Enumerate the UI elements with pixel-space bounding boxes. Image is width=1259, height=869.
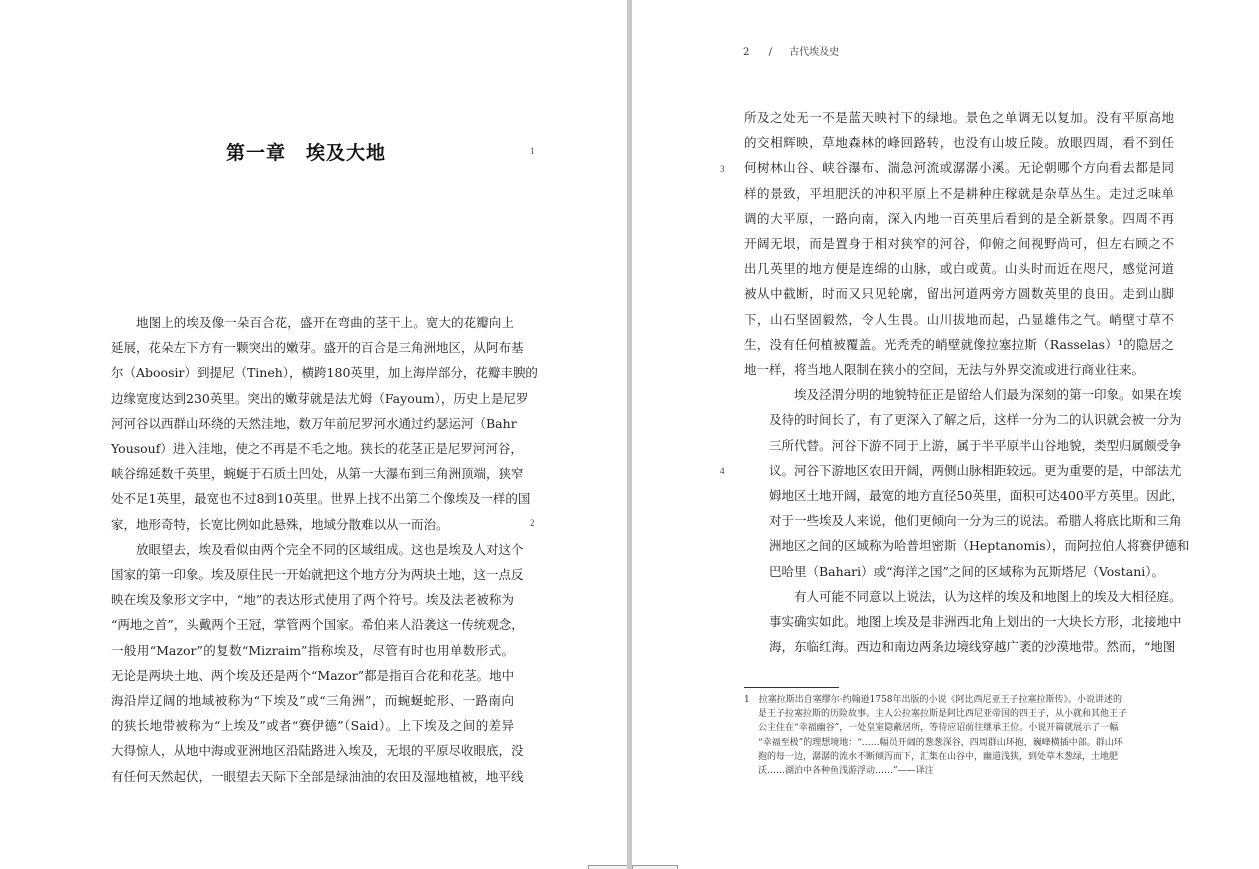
text-line: 被从中截断，时而又只见轮廓，留出河道两旁方圆数英里的良田。走到山脚 (744, 286, 1174, 302)
text-line: 地图上的埃及像一朵百合花，盛开在弯曲的茎干上。宽大的花瓣向上 (136, 315, 514, 330)
text-line: 姆地区土地开阔，最宽的地方直径50英里，面积可达400平方英里。因此， (769, 488, 1184, 504)
text-line: 无论是两块土地、两个埃及还是两个“Mazor”都是指百合花和花茎。地中 (111, 667, 515, 683)
header-page-number: 2 (743, 47, 750, 58)
body-text (86, 310, 538, 789)
body-text (744, 105, 1190, 659)
text-line: 一般用“Mazor”的复数“Mizraim”指称埃及，尽管有时也用单数形式。 (111, 642, 514, 658)
text-line: 放眼望去，埃及看似由两个完全不同的区域组成。这也是埃及人对这个 (136, 541, 524, 557)
paragraph (86, 310, 538, 537)
text-line: 洲地区之间的区域称为哈普坦密斯（Heptanomis），而阿拉伯人将赛伊德和 (769, 538, 1190, 554)
text-line: 何树林山谷、峡谷瀑布、湍急河流或潺潺小溪。无论朝哪个方向看去都是同 (744, 160, 1174, 176)
text-line: 事实确实如此。地图上埃及是非洲西北角上划出的一大块长方形，北接地中 (769, 614, 1182, 630)
margin-number: 2 (530, 518, 535, 528)
footnote-rule (744, 687, 839, 688)
page-tab (632, 865, 678, 869)
footnote-line: 抱的每一边，潺潺的流水不断倾泻而下，汇集在山谷中，幽道浅狭，到处草木葱绿，土地肥 (758, 751, 1119, 762)
text-line: 家，地形奇特，长宽比例如此悬殊，地域分散难以从一而治。 (111, 516, 449, 532)
text-line: 有任何天然起伏，一眼望去天际下全部是绿油油的农田及湿地植被，地平线 (111, 768, 524, 784)
paragraph (86, 537, 524, 789)
text-line: 议。河谷下游地区农田开阔，两侧山脉相距较远。更为重要的是，中部法尤 (769, 462, 1182, 478)
margin-number: 4 (720, 466, 725, 476)
text-line: 对于一些埃及人来说，他们更倾向一分为三的说法。希腊人将底比斯和三角 (769, 513, 1182, 529)
text-line: 峡谷绵延数千英里，蜿蜒于石质土凹处，从第一大瀑布到三角洲顶端，狭窄 (111, 466, 524, 482)
text-line: 国家的第一印象。埃及原住民一开始就把这个地方分为两块土地，这一点反 (111, 567, 524, 583)
paragraph (744, 382, 1190, 584)
margin-number: 1 (530, 146, 535, 156)
text-line: 的狭长地带被称为“上埃及”或者“赛伊德”（Said）。上下埃及之间的差异 (111, 718, 514, 734)
text-line: 大得惊人，从地中海或亚洲地区沿陆路进入埃及，无垠的平原尽收眼底，没 (111, 743, 524, 759)
text-line: “两地之首”，头戴两个王冠，掌管两个国家。希伯来人沿袭这一传统观念， (111, 617, 524, 633)
text-line: Yousouf）进入洼地，使之不再是不毛之地。狭长的花茎正是尼罗河河谷， (111, 441, 523, 457)
text-line: 埃及泾渭分明的地貌特征正是留给人们最为深刻的第一印象。如果在埃 (794, 387, 1182, 403)
text-line: 调的大平原，一路向南，深入内地一百英里后看到的是全新景象。四周不再 (744, 210, 1174, 226)
text-line: 有人可能不同意以上说法，认为这样的埃及和地图上的埃及大相径庭。 (794, 588, 1182, 604)
footnote (744, 693, 1174, 778)
header-separator: / (768, 47, 772, 58)
text-line: 三所代替。河谷下游不同于上游，属于半平原半山谷地貌，类型归属颇受争 (769, 437, 1182, 453)
text-line: 巴哈里（Bahari）或“海洋之国”之间的区域称为瓦斯塔尼（Vostani）。 (769, 563, 1164, 579)
text-line: 延展，花朵左下方有一颗突出的嫩芽。盛开的百合是三角洲地区，从阿布基 (111, 340, 524, 356)
text-line: 映在埃及象形文字中，“地”的表达形式使用了两个符号。埃及法老被称为 (111, 592, 514, 608)
footnote-line: 公主住在“幸福幽谷”，一处皇室隐蔽居所，等待应诏前往继承王位。小说开篇就展示了一幅 (758, 723, 1119, 734)
chapter-title: 第一章 埃及大地 (226, 142, 387, 164)
text-line: 样的景致，平坦肥沃的冲积平原上不是耕种庄稼就是杂草丛生。走过乏味单 (744, 185, 1174, 201)
header-book-title: 古代埃及史 (789, 47, 840, 58)
text-line: 处不足1英里，最宽也不过8到10英里。世界上找不出第二个像埃及一样的国 (111, 491, 531, 507)
text-line: 及待的时间长了，有了更深入了解之后，这样一分为二的认识就会被一分为 (769, 412, 1182, 428)
footnote-line: 是王子拉塞拉斯的历险故事。主人公拉塞拉斯是阿比西尼亚帝国的四王子，从小就和其他王子 (758, 709, 1128, 720)
text-line: 出几英里的地方便是连绵的山脉，或白或黄。山头时而近在咫尺，感觉河道 (744, 261, 1174, 277)
text-line: 下，山石坚固毅然，令人生畏。山川拔地而起，凸显雄伟之气。峭壁寸草不 (744, 311, 1174, 327)
text-line: 尔（Aboosir）到提尼（Tineh），横跨180英里，加上海岸部分，花瓣丰腴的 (111, 365, 538, 381)
margin-number: 3 (720, 164, 725, 174)
page-tab (588, 865, 627, 869)
paragraph (744, 584, 1182, 660)
paragraph (744, 105, 1174, 382)
text-line: 海，东临红海。西边和南边两条边境线穿越广袤的沙漠地带。然而，“地图 (769, 639, 1176, 655)
footnote-line: 沃……湖泊中各种鱼浅游浮动……”——译注 (758, 766, 934, 777)
text-line: 所及之处无一不是蓝天映衬下的绿地。景色之单调无以复加。没有平原高地 (744, 110, 1174, 125)
text-line: 海沿岸辽阔的地域被称为“下埃及”或“三角洲”，而蜿蜒蛇形、一路南向 (111, 693, 514, 709)
text-line: 生，没有任何植被覆盖。光秃秃的峭壁就像拉塞拉斯（Rasselas）¹的隐居之 (744, 336, 1174, 352)
footnote-line: 1 拉塞拉斯出自塞缪尔·约翰逊1758年出版的小说《阿比西尼亚王子拉塞拉斯传》。小说讲述的 (744, 695, 1122, 705)
text-line: 的交相辉映，草地森林的峰回路转，也没有山坡丘陵。放眼四周，看不到任 (744, 135, 1174, 151)
text-line: 开阔无垠，而是置身于相对狭窄的河谷，仰俯之间视野尚可，但左右顾之不 (744, 236, 1174, 252)
text-line: 边缘宽度达到230英里。突出的嫩芽就是法尤姆（Fayoum），历史上是尼罗 (111, 390, 529, 406)
text-line: 河河谷以西群山环绕的天然洼地，数万年前尼罗河水通过约瑟运河（Bahr (111, 415, 517, 431)
left-page (0, 0, 627, 869)
footnote-line: “幸福至极”的理想境地：“……幅员开阔的葱葱深谷，四周群山环抱，巍峰横插中部。群山环 (758, 737, 1123, 748)
text-line: 地一样，将当地人限制在狭小的空间，无法与外界交流或进行商业往来。 (744, 362, 1145, 378)
